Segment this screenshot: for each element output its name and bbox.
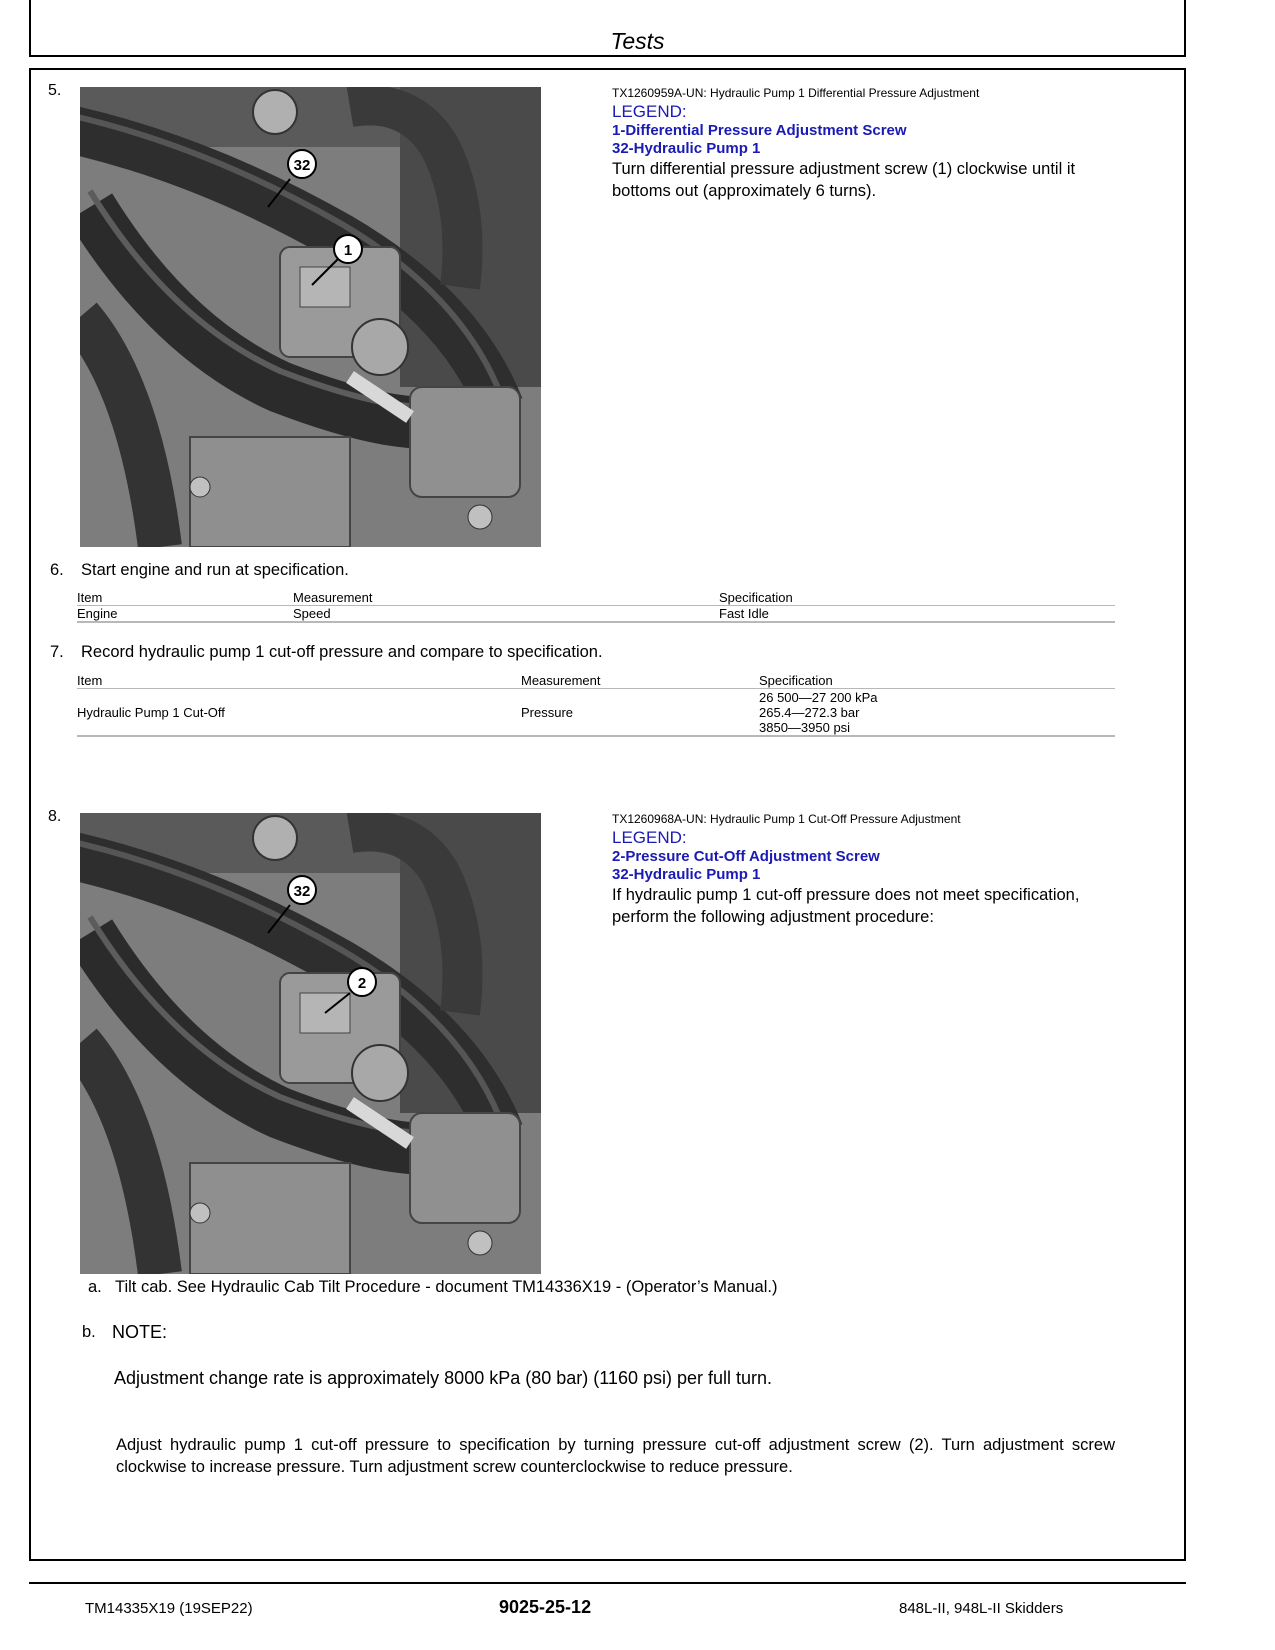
step-8-legend-item-32: 32-Hydraulic Pump 1 <box>612 866 761 883</box>
step-5-legend-title: LEGEND: <box>612 102 687 121</box>
step-6-spec-table <box>77 588 1115 623</box>
step-8b-label: b. <box>82 1323 96 1341</box>
footer-page-number: 9025-25-12 <box>499 1597 592 1617</box>
table-header-specification: Specification <box>719 590 793 605</box>
step-5-figure-caption: TX1260959A-UN: Hydraulic Pump 1 Differential Pressure Adjustment <box>612 86 980 100</box>
note-title: NOTE: <box>112 1322 168 1342</box>
step-8a-label: a. <box>88 1278 102 1296</box>
table-header-measurement: Measurement <box>293 590 373 605</box>
step-8-figure-caption: TX1260968A-UN: Hydraulic Pump 1 Cut-Off Pressure Adjustment <box>612 812 961 826</box>
table-cell-specification: Fast Idle <box>719 606 769 621</box>
table-cell-measurement: Speed <box>293 606 331 621</box>
table-cell-specification <box>759 689 1115 735</box>
pump-diagram-image <box>80 87 541 547</box>
callout-32-label: 32 <box>293 883 311 900</box>
step-8b-instruction: Adjust hydraulic pump 1 cut-off pressure to specification by turning pressure cut-off adjustment screw (2). Turn adjustment screw clockwise to increase pressure. Turn adjustment screw counterclockwise to reduce pressure. <box>116 1436 1115 1476</box>
step-8-legend-title: LEGEND: <box>612 828 687 847</box>
note-text: Adjustment change rate is approximately 8000 kPa (80 bar) (1160 psi) per full turn. <box>114 1368 773 1388</box>
footer-document-id: TM14335X19 (19SEP22) <box>85 1600 253 1617</box>
table-cell-item: Engine <box>77 606 118 621</box>
spec-kpa: 26 500—27 200 kPa <box>759 690 878 705</box>
step-8-photo <box>80 813 541 1274</box>
pump-diagram-image <box>80 813 541 1274</box>
table-header-specification: Specification <box>759 673 833 688</box>
callout-1-label: 1 <box>343 242 353 259</box>
table-bottom-rule <box>77 621 1115 623</box>
callout-2-label: 2 <box>357 975 367 992</box>
table-cell-item: Hydraulic Pump 1 Cut-Off <box>77 704 225 720</box>
step-8-legend-item-2: 2-Pressure Cut-Off Adjustment Screw <box>612 848 880 865</box>
step-5-instruction: Turn differential pressure adjustment screw (1) clockwise until it bottoms out (approximately 6 turns). <box>612 160 1076 200</box>
step-7-instruction: Record hydraulic pump 1 cut-off pressure and compare to specification. <box>81 643 603 661</box>
step-8a-text: Tilt cab. See Hydraulic Cab Tilt Procedure - document TM14336X19 - (Operator’s Manual.) <box>115 1278 778 1296</box>
table-row <box>77 606 1115 621</box>
table-cell-measurement: Pressure <box>521 704 574 720</box>
step-6-instruction: Start engine and run at specification. <box>81 561 349 579</box>
footer-product-name: 848L-II, 948L-II Skidders <box>899 1600 1064 1617</box>
step-7-spec-table <box>77 671 1115 737</box>
spec-bar: 265.4—272.3 bar <box>759 705 860 720</box>
step-6-number: 6. <box>50 561 64 579</box>
step-7-number: 7. <box>50 643 64 661</box>
table-bottom-rule <box>77 735 1115 737</box>
step-5-photo <box>80 87 541 547</box>
footer-rule <box>29 1582 1186 1584</box>
step-5-legend-item-32: 32-Hydraulic Pump 1 <box>612 140 761 157</box>
table-header-item: Item <box>77 590 103 605</box>
callout-32-label: 32 <box>293 157 311 174</box>
step-5-legend-item-1: 1-Differential Pressure Adjustment Screw <box>612 122 907 139</box>
spec-psi: 3850—3950 psi <box>759 720 851 735</box>
page-section-title: Tests <box>610 28 665 54</box>
table-row <box>77 689 1115 735</box>
step-8-instruction: If hydraulic pump 1 cut-off pressure does not meet specification, perform the following adjustment procedure: <box>612 886 1080 926</box>
step-8-number: 8. <box>48 808 62 825</box>
table-header-item: Item <box>77 673 103 688</box>
table-header-measurement: Measurement <box>521 673 601 688</box>
step-5-number: 5. <box>48 82 62 99</box>
